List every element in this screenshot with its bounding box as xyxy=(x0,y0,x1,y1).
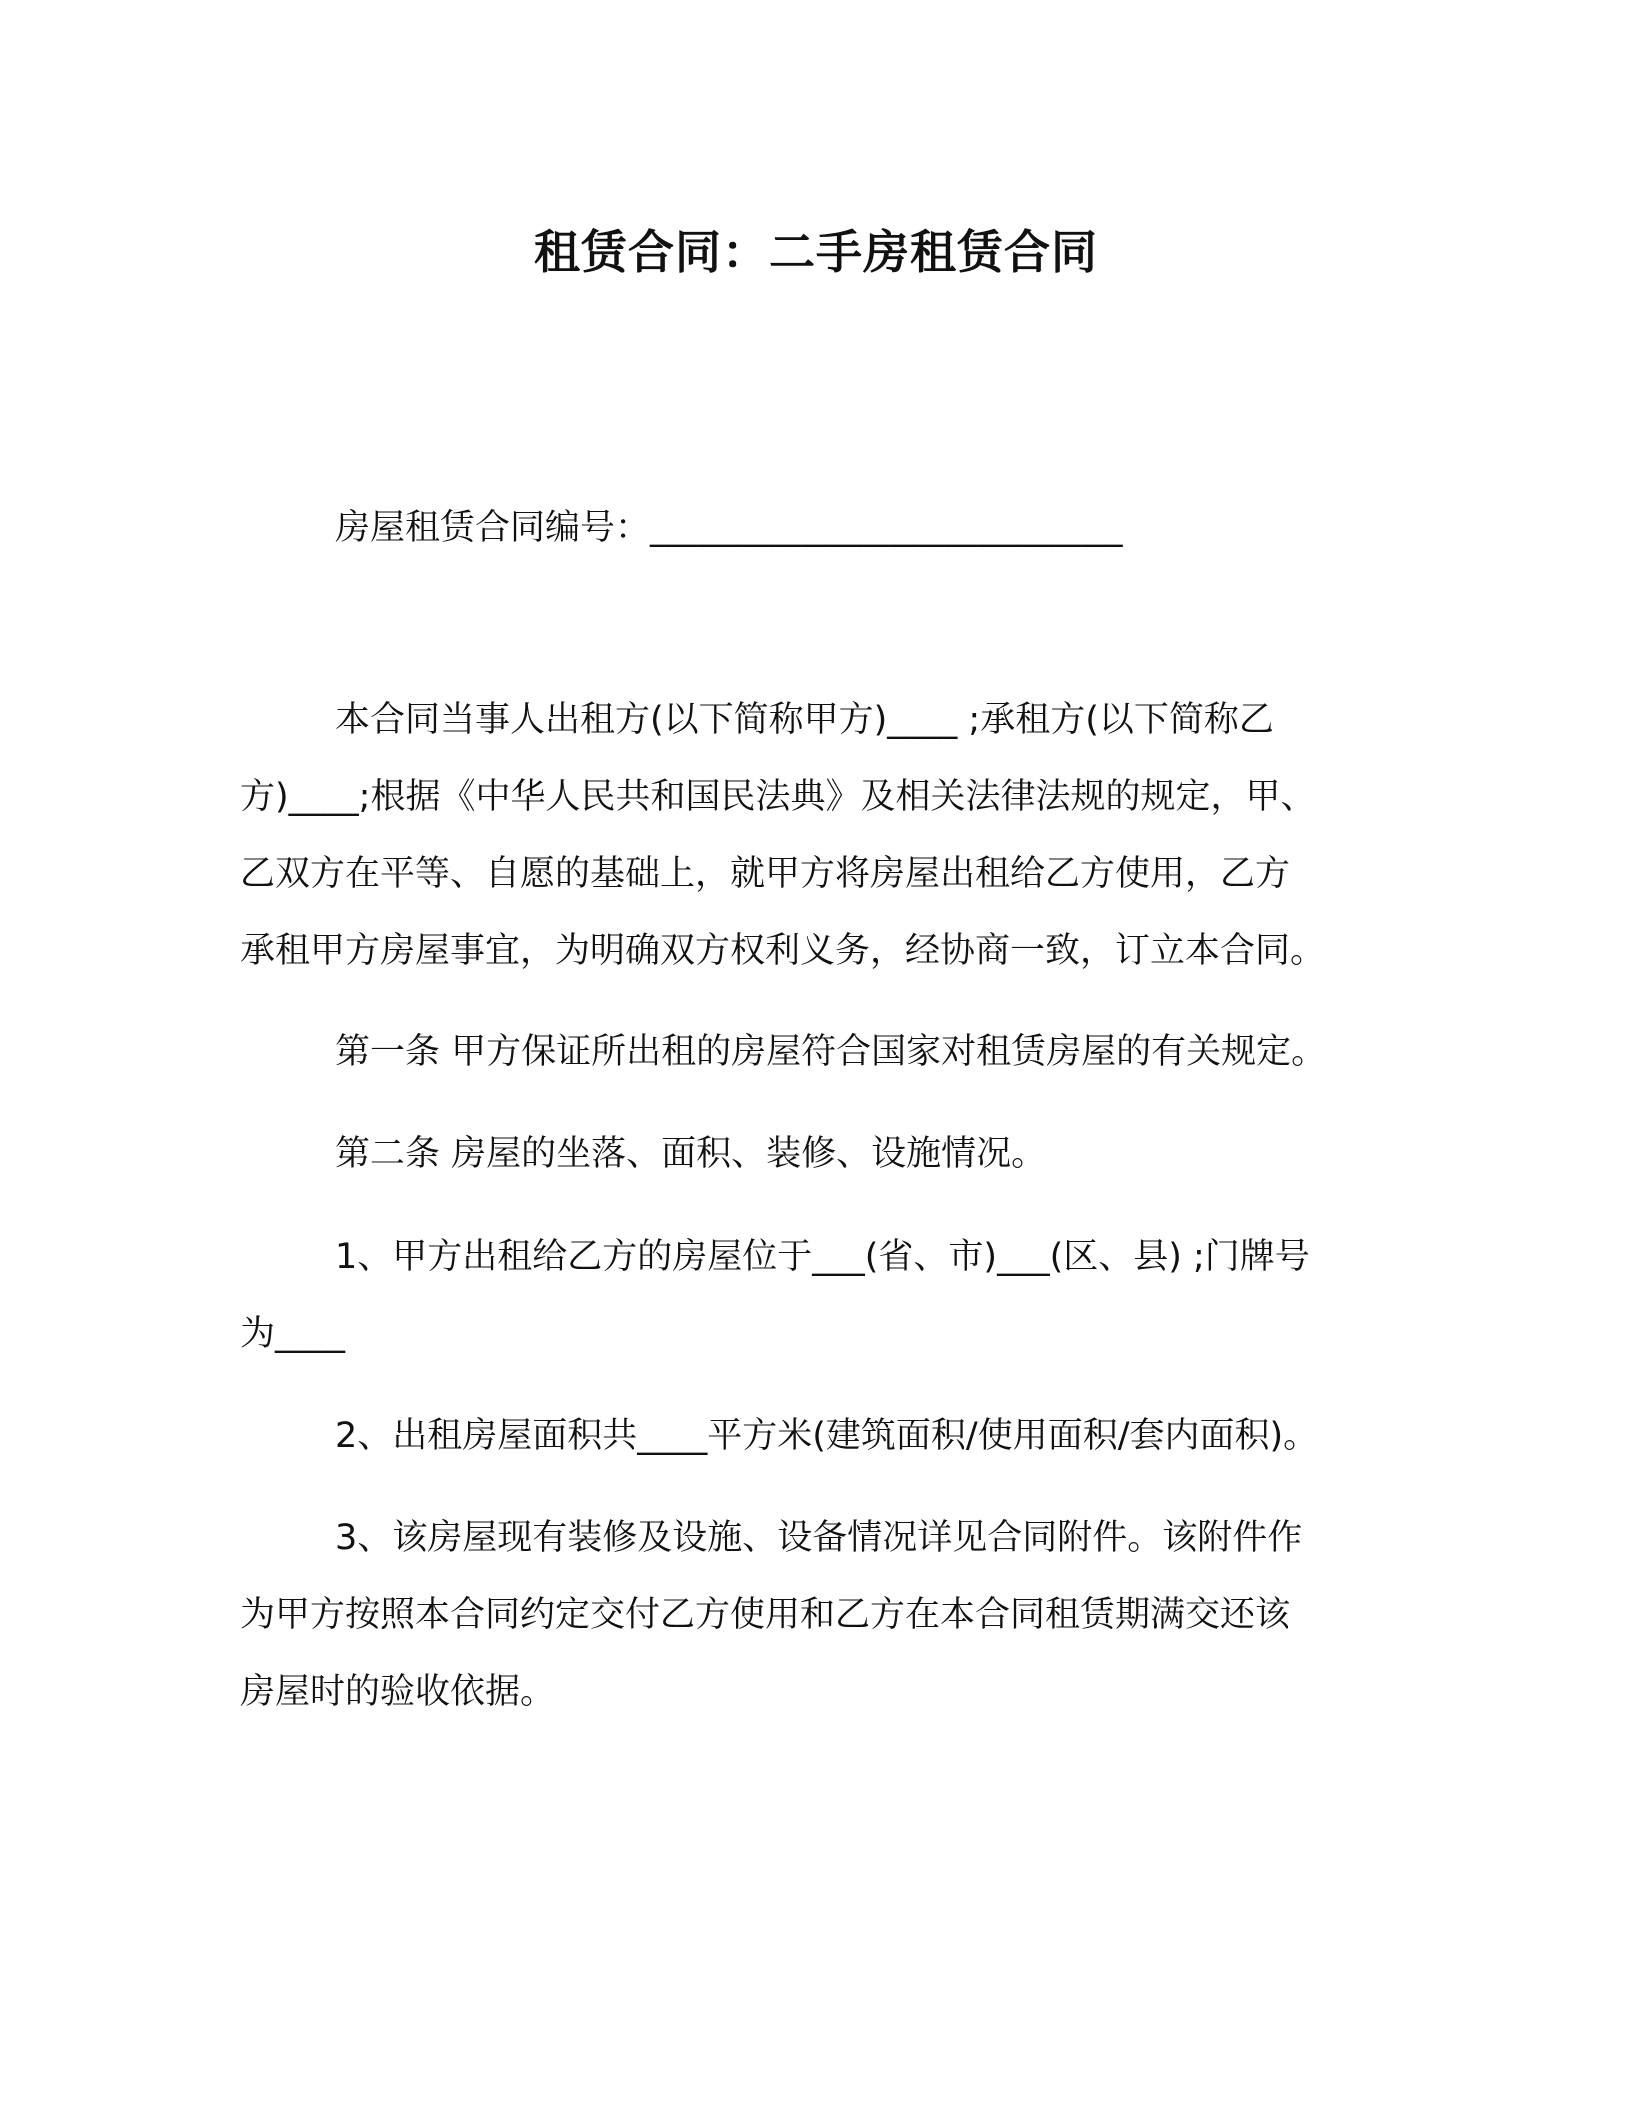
item-1-line-1: 1、甲方出租给乙方的房屋位于___(省、市)___(区、县) ;门牌号 xyxy=(335,1237,1310,1277)
item-1-line-2: 为____ xyxy=(240,1314,346,1354)
preamble-line-3: 乙双方在平等、自愿的基础上，就甲方将房屋出租给乙方使用，乙方 xyxy=(240,854,1291,894)
preamble-line-4: 承租甲方房屋事宜，为明确双方权利义务，经协商一致，订立本合同。 xyxy=(240,931,1326,971)
item-3-line-1: 3、该房屋现有装修及设施、设备情况详见合同附件。该附件作 xyxy=(335,1518,1303,1558)
article-1: 第一条 甲方保证所出租的房屋符合国家对租赁房屋的有关规定。 xyxy=(335,1032,1327,1072)
item-2: 2、出租房屋面积共____平方米(建筑面积/使用面积/套内面积)。 xyxy=(335,1416,1319,1456)
contract-number-line: 房屋租赁合同编号：___________________________ xyxy=(335,508,1123,548)
item-3-line-2: 为甲方按照本合同约定交付乙方使用和乙方在本合同租赁期满交还该 xyxy=(240,1595,1291,1635)
article-2: 第二条 房屋的坐落、面积、装修、设施情况。 xyxy=(335,1134,1047,1174)
document-title: 租赁合同：二手房租赁合同 xyxy=(534,225,1098,279)
item-3-line-3: 房屋时的验收依据。 xyxy=(240,1672,556,1712)
preamble-line-2: 方)____;根据《中华人民共和国民法典》及相关法律法规的规定，甲、 xyxy=(240,777,1316,817)
preamble-line-1: 本合同当事人出租方(以下简称甲方)____ ;承租方(以下简称乙 xyxy=(335,700,1274,740)
